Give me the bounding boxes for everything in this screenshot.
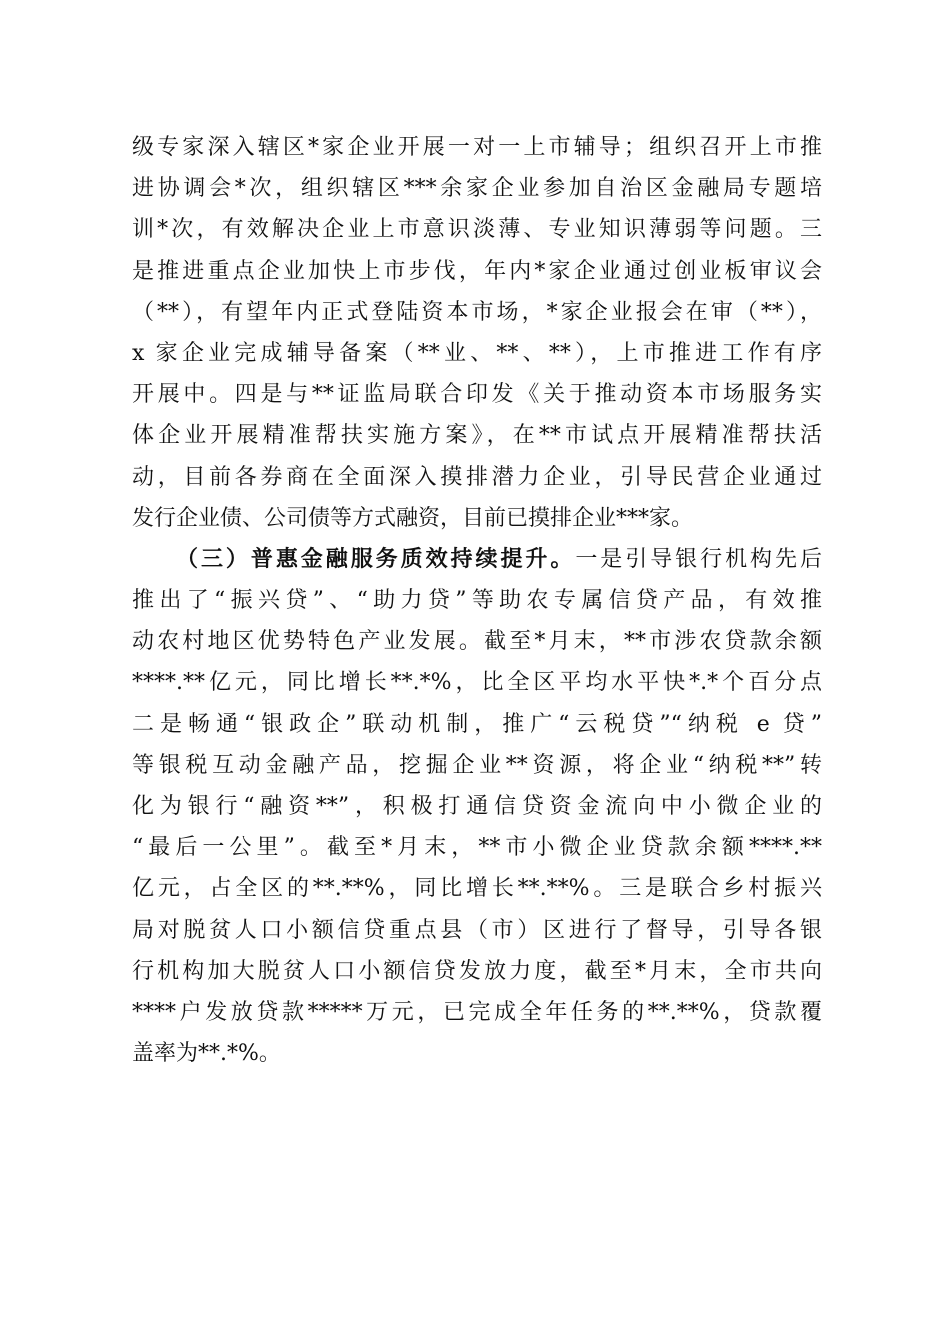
- text-line: “最后一公里”。截至*月末，**市小微企业贷款余额****.**: [132, 835, 822, 861]
- text-line: ****.**亿元，同比增长**.*%，比全区平均水平快*.*个百分点: [132, 670, 822, 696]
- text-line: 行机构加大脱贫人口小额信贷发放力度，截至*月末，全市共向: [132, 958, 822, 984]
- text-line: 推出了“振兴贷”、“助力贷”等助农专属信贷产品，有效推: [132, 588, 822, 614]
- body-text: [132, 127, 822, 1074]
- text-line: ****户发放贷款*****万元，已完成全年任务的**.**%，贷款覆: [132, 999, 822, 1025]
- text-line: x 家企业完成辅导备案（**业、**、**），上市推进工作有序: [132, 340, 822, 366]
- text-line: 进协调会*次，组织辖区***余家企业参加自治区金融局专题培: [132, 176, 822, 202]
- text-line: 局对脱贫人口小额信贷重点县（市）区进行了督导，引导各银: [132, 917, 822, 943]
- text-line: 二是畅通“银政企”联动机制，推广“云税贷”“纳税 e 贷”: [132, 711, 822, 737]
- text-line: （**），有望年内正式登陆资本市场，*家企业报会在审（**），: [132, 299, 822, 325]
- text-span: 一是引导银行机构先后: [575, 546, 822, 572]
- text-line: 盖率为**.*%。: [132, 1041, 281, 1067]
- text-line: 是推进重点企业加快上市步伐，年内*家企业通过创业板审议会: [132, 258, 822, 284]
- text-line: 级专家深入辖区*家企业开展一对一上市辅导；组织召开上市推: [132, 135, 822, 160]
- text-line: 亿元，占全区的**.**%，同比增长**.**%。三是联合乡村振兴: [132, 876, 822, 902]
- text-line: 等银税互动金融产品，挖掘企业**资源，将企业“纳税**”转: [132, 752, 822, 778]
- text-line: 动，目前各券商在全面深入摸排潜力企业，引导民营企业通过: [132, 464, 822, 490]
- text-line: 动农村地区优势特色产业发展。截至*月末，**市涉农贷款余额: [132, 629, 822, 655]
- text-line: 训*次，有效解决企业上市意识淡薄、专业知识薄弱等问题。三: [132, 217, 822, 243]
- text-line: 体企业开展精准帮扶实施方案》，在**市试点开展精准帮扶活: [132, 423, 822, 449]
- text-line: 开展中。四是与**证监局联合印发《关于推动资本市场服务实: [132, 382, 822, 408]
- text-line: 化为银行“融资**”，积极打通信贷资金流向中小微企业的: [132, 794, 822, 819]
- text-line: 发行企业债、公司债等方式融资，目前已摸排企业***家。: [132, 505, 694, 531]
- paragraph-first-line: [132, 539, 822, 580]
- section-heading: （三）普惠金融服务质效持续提升。: [176, 545, 576, 572]
